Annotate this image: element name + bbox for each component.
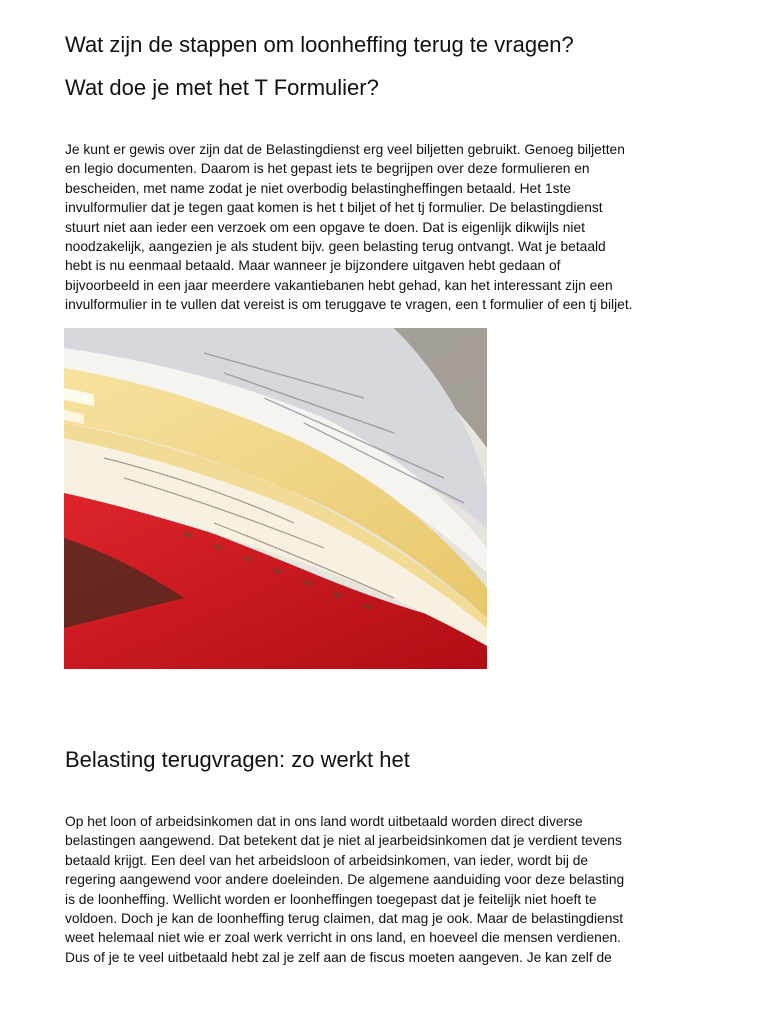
heading-loonheffing-stappen: Wat zijn de stappen om loonheffing terug te vragen? <box>65 32 574 57</box>
paragraph-line: invulformulier dat je tegen gaat komen is het t biljet of het tj formulier. De belastingdienst <box>65 200 603 216</box>
stacked-paper-forms-photo <box>64 328 487 669</box>
paragraph-line: en legio documenten. Daarom is het gepast iets te begrijpen over deze formulieren en <box>65 161 590 177</box>
stacked-paper-forms-illustration <box>64 328 487 669</box>
paragraph-line: invulformulier in te vullen dat vereist is om teruggave te vragen, een t formulier of een tj biljet. <box>65 297 633 313</box>
paragraph-line: Dus of je te veel uitbetaald hebt zal je zelf aan de fiscus moeten aangeven. Je kan zelf de <box>65 949 612 965</box>
paragraph-line: belastingen aangewend. Dat betekent dat je niet al jearbeidsinkomen dat je verdient tevens <box>65 833 622 849</box>
paragraph-loonheffing <box>65 812 715 967</box>
paragraph-line: bijvoorbeeld in een jaar meerdere vakantiebanen hebt gehad, kan het interessant zijn een <box>65 277 613 293</box>
heading-belasting-terugvragen: Belasting terugvragen: zo werkt het <box>65 747 410 772</box>
paragraph-line: bescheiden, met name zodat je niet overbodig belastingheffingen betaald. Het 1ste <box>65 180 571 196</box>
paragraph-intro <box>65 140 715 315</box>
paragraph-line: is de loonheffing. Wellicht worden er loonheffingen toegepast dat je feitelijk niet hoeft te <box>65 891 597 907</box>
paragraph-line: betaald krijgt. Een deel van het arbeidsloon of arbeidsinkomen, van ieder, wordt bij de <box>65 852 589 868</box>
paragraph-line: noodzakelijk, aangezien je als student bijv. geen belasting terug ontvangt. Wat je betaald <box>65 239 606 255</box>
heading-t-formulier: Wat doe je met het T Formulier? <box>65 75 379 100</box>
paragraph-line: Op het loon of arbeidsinkomen dat in ons land wordt uitbetaald worden direct diverse <box>65 814 583 829</box>
paragraph-line: regering aangewend voor andere doeleinden. De algemene aanduiding voor deze belasting <box>65 872 625 888</box>
paragraph-line: weet helemaal niet wie er zoal werk verricht in ons land, en hoeveel die mensen verdienen. <box>65 930 622 946</box>
paragraph-line: voldoen. Doch je kan de loonheffing terug claimen, dat mag je ook. Maar de belastingdienst <box>65 911 624 927</box>
paragraph-line: Je kunt er gewis over zijn dat de Belastingdienst erg veel biljetten gebruikt. Genoeg biljetten <box>65 142 625 157</box>
paragraph-line: hebt is nu eenmaal betaald. Maar wanneer je bijzondere uitgaven hebt gedaan of <box>65 258 561 274</box>
paragraph-line: stuurt niet aan ieder een verzoek om een opgave te doen. Dat is eigenlijk dikwijls niet <box>65 219 585 235</box>
